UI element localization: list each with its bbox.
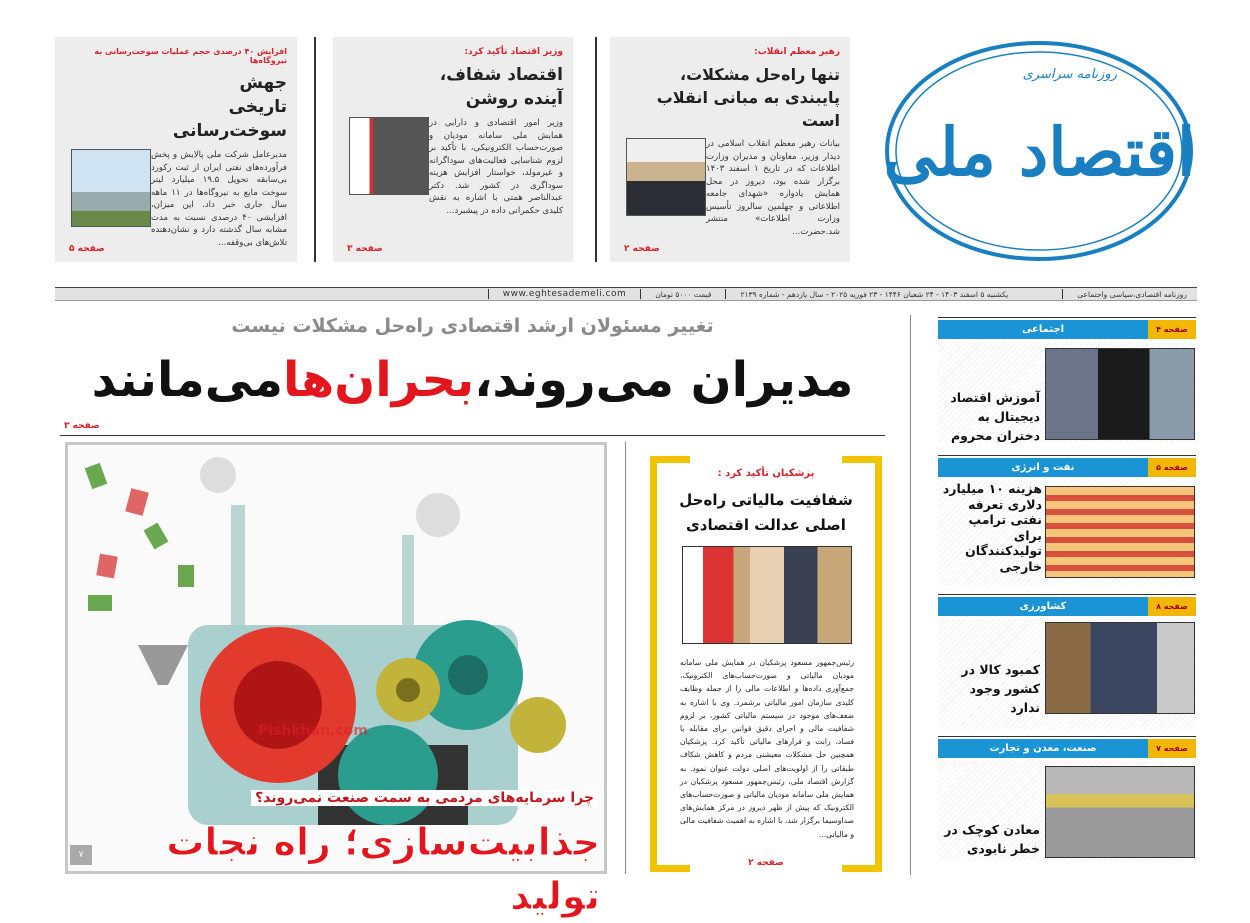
section-rule	[938, 317, 1196, 318]
teaser-body: بیانات رهبر معظم انقلاب اسلامی در دیدار وزیر، معاونان و مدیران وزارت اطلاعات که در تاریخ ۱ اسفند ۱۴۰۳ برگزار شده بود، دیروز در محل همایش یادواره «شهدای جامعه اطلاعاتی و چهلمین سالروز تأسیس وزارت اطلاعات» منتشر شد.حضرت...	[620, 138, 840, 238]
section-page: صفحه ۵	[1148, 458, 1196, 477]
teaser-fuel[interactable]	[55, 37, 297, 262]
teaser-page-ref[interactable]: صفحه ۳	[347, 244, 383, 254]
teaser-body: مدیرعامل شرکت ملی پالایش و پخش فرآورده‌های نفتی ایران از ثبت رکورد بی‌سابقه تحویل ۱۹.۵ میلیارد لیتر سوخت مایع به نیروگاه‌ها در ۱۱ ماهه سال جاری خبر داد. این میزان، افزایشی ۴۰ درصدی نسبت به مدت مشابه سال گذشته دارد و نشان‌دهنده تلاش‌های بی‌وقفه...	[65, 149, 287, 249]
logo-name: اقتصاد ملی	[883, 113, 1196, 191]
watermark: Pishkhan.com	[258, 723, 368, 739]
boxed-page-ref[interactable]: صفحه ۲	[748, 858, 784, 868]
boxed-body: رئیس‌جمهور مسعود پزشکیان در همایش ملی سامانه مودیان مالیاتی و صورت‌حساب‌های الکترونیک، جمع‌آوری داده‌ها و اطلاعات مالی را از جمله وظایف کلیدی سازمان امور مالیاتی برشمرد. وی با اشاره به ضعف‌های موجود در سیستم مالیاتی کشور، بر لزوم شفافیت مالی و اجرای دقیق قوانین برای مقابله با فساد، رانت و فرارهای مالیاتی تأکید کرد. پزشکیان همچنین حل مشکلات معیشتی مردم و کاهش شکاف طبقاتی را از اولویت‌های اصلی دولت عنوان نمود. به گزارش اقتصاد ملی، رئیس‌جمهور مسعود پزشکیان در همایش ملی سامانه مودیان مالیاتی و صورت‌حساب‌های الکترونیک که پیش از ظهر دیروز در مرکز همایش‌های صداوسیما برگزار شد، با اشاره به اهمیت شفافیت مالی و مالیاتی...	[680, 658, 854, 839]
teaser-page-ref[interactable]: صفحه ۵	[69, 244, 105, 254]
column-divider	[595, 37, 597, 262]
section-label: صنعت، معدن و تجارت	[938, 739, 1148, 758]
column-divider	[910, 315, 911, 875]
headline-part1: مدیران می‌روند،	[474, 352, 854, 408]
section-page: صفحه ۴	[1148, 320, 1196, 339]
column-divider	[625, 442, 626, 874]
section-photo	[1045, 348, 1195, 440]
boxed-photo	[682, 546, 852, 644]
section-rule	[938, 594, 1196, 595]
dateline-strip	[55, 287, 1197, 301]
teaser-economy-minister[interactable]	[333, 37, 573, 262]
lead-subtitle: تغییر مسئولان ارشد اقتصادی راه‌حل مشکلات نیست	[231, 315, 714, 337]
section-header-social[interactable]	[938, 320, 1196, 339]
page-badge[interactable]: ۷	[70, 845, 92, 865]
section-rule	[938, 455, 1196, 456]
lead-page-ref[interactable]: صفحه ۳	[64, 421, 100, 431]
section-title[interactable]: کمبود کالا در کشور وجود ندارد	[961, 662, 1040, 715]
boxed-story[interactable]	[650, 456, 882, 872]
headline-part2: می‌مانند	[91, 352, 283, 408]
section-page: صفحه ۷	[1148, 739, 1196, 758]
section-header-agriculture[interactable]	[938, 597, 1196, 616]
lead-rule	[60, 435, 885, 436]
teaser-kicker: رهبر معظم انقلاب:	[754, 47, 840, 57]
section-page: صفحه ۸	[1148, 597, 1196, 616]
paper-description: روزنامه اقتصادی،سیاسی واجتماعی	[1077, 289, 1187, 299]
teaser-title: اقتصاد شفاف، آینده روشن	[439, 65, 563, 109]
teaser-kicker: وزیر اقتصاد تأکید کرد:	[464, 47, 563, 57]
section-label: اجتماعی	[938, 320, 1148, 339]
boxed-kicker: پزشکیان تأکید کرد :	[717, 468, 815, 479]
headline-red: بحران‌ها	[282, 352, 475, 408]
price: قیمت ۵۰۰۰ تومان	[655, 289, 712, 299]
teaser-title: تنها راه‌حل مشکلات، پایبندی به مبانی انقلاب است	[656, 65, 840, 130]
section-label: کشاورزی	[938, 597, 1148, 616]
teaser-photo	[71, 149, 151, 227]
gears-illustration	[68, 445, 604, 871]
website-link[interactable]: www.eghtesademeli.com	[502, 289, 627, 299]
section-photo	[1045, 766, 1195, 858]
section-header-industry[interactable]	[938, 739, 1196, 758]
boxed-title: شفافیت مالیاتی راه‌حل اصلی عدالت اقتصادی	[679, 491, 853, 534]
red-gear	[200, 627, 356, 783]
logo-tagline: روزنامه سراسری	[1022, 67, 1117, 82]
section-title[interactable]: آموزش اقتصاد دیجیتال به دختران محروم	[950, 390, 1040, 443]
teaser-photo	[349, 117, 429, 195]
section-photo	[1045, 486, 1195, 578]
section-label: نفت و انرژی	[938, 458, 1148, 477]
teaser-page-ref[interactable]: صفحه ۲	[624, 244, 660, 254]
section-title[interactable]: هزینه ۱۰ میلیارد دلاری تعرفه نفتی ترامپ برای تولیدکنندگان خارجی	[942, 481, 1042, 574]
teaser-photo	[626, 138, 706, 216]
masthead-logo	[882, 37, 1197, 265]
teaser-leader[interactable]	[610, 37, 850, 262]
section-title[interactable]: معادن کوچک در خطر نابودی	[944, 822, 1040, 856]
lead-headline[interactable]	[60, 345, 885, 415]
section-header-oil[interactable]	[938, 458, 1196, 477]
section-photo	[1045, 622, 1195, 714]
column-divider	[314, 37, 316, 262]
feature-question: چرا سرمایه‌های مردمی به سمت صنعت نمی‌روند؟	[251, 790, 598, 806]
issue-date: یکشنبه ۵ اسفند ۱۴۰۳ - ۲۴ شعبان ۱۴۴۶ - ۲۳ فوریه ۲۰۲۵ - سال یازدهم - شماره ۲۱۳۹	[740, 289, 1009, 299]
feature-headline: جذابیت‌سازی؛ راه نجات تولید	[166, 820, 600, 918]
section-rule	[938, 736, 1196, 737]
teaser-body: وزیر امور اقتصادی و دارایی در همایش ملی سامانه مودیان و صورت‌حساب الکترونیکی، با تأکید بر لزوم شناسایی فعالیت‌های سوداگرانه و غیرمولد، خواستار افزایش هزینه سوداگری در کشور شد. دکتر عبدالناصر همتی با اشاره به نقش کلیدی حکمرانی داده در پیشبرد...	[343, 117, 563, 217]
feature-illustration[interactable]	[65, 442, 607, 918]
teaser-title: جهش تاریخی سوخت‌رسانی	[172, 73, 287, 141]
teaser-kicker: افزایش ۴۰ درصدی حجم عملیات سوخت‌رسانی به نیروگاه‌ها	[94, 47, 287, 65]
